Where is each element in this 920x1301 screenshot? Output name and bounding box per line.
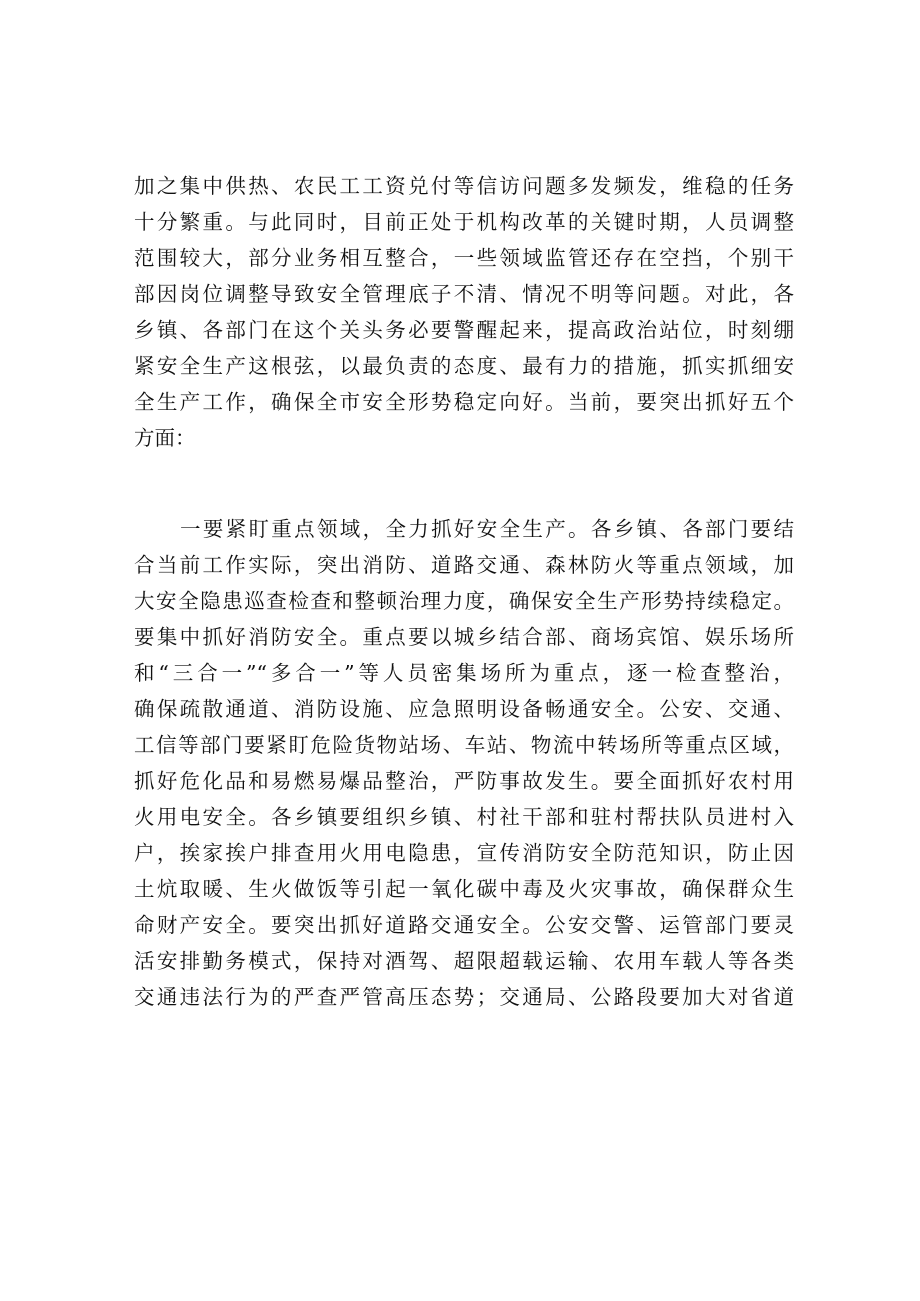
paragraph-2-line-8: 抓好危化品和易燃易爆品整治，严防事故发生。要全面抓好农村用 xyxy=(134,769,794,793)
paragraph-2-line-11: 土炕取暖、生火做饭等引起一氧化碳中毒及火灾事故，确保群众生 xyxy=(134,877,794,901)
paragraph-1-line-3: 范围较大，部分业务相互整合，一些领域监管还存在空挡，个别干 xyxy=(134,246,794,270)
paragraph-1-line-1: 加之集中供热、农民工工资兑付等信访问题多发频发，维稳的任务 xyxy=(134,174,794,198)
paragraph-1-line-6: 紧安全生产这根弦，以最负责的态度、最有力的措施，抓实抓细安 xyxy=(134,354,794,378)
paragraph-2-line-3: 大安全隐患巡查检查和整顿治理力度，确保安全生产形势持续稳定。 xyxy=(134,589,794,613)
paragraph-2-line-7: 工信等部门要紧盯危险货物站场、车站、物流中转场所等重点区域， xyxy=(134,733,794,757)
paragraph-1-line-5: 乡镇、各部门在这个关头务必要警醒起来，提高政治站位，时刻绷 xyxy=(134,318,794,342)
paragraph-2-line-6: 确保疏散通道、消防设施、应急照明设备畅通安全。公安、交通、 xyxy=(134,697,794,721)
paragraph-2-line-5: 和“三合一”“多合一”等人员密集场所为重点，逐一检查整治， xyxy=(134,661,794,685)
paragraph-2-line-13: 活安排勤务模式，保持对酒驾、超限超载运输、农用车载人等各类 xyxy=(134,949,794,973)
paragraph-1-line-8: 方面： xyxy=(134,426,196,450)
paragraph-1-line-7: 全生产工作，确保全市安全形势稳定向好。当前，要突出抓好五个 xyxy=(134,390,794,414)
paragraph-1-line-2: 十分繁重。与此同时，目前正处于机构改革的关键时期，人员调整 xyxy=(134,210,794,234)
paragraph-2-line-1: 一要紧盯重点领域，全力抓好安全生产。各乡镇、各部门要结 xyxy=(180,517,794,541)
paragraph-2-line-10: 户，挨家挨户排查用火用电隐患，宣传消防安全防范知识，防止因 xyxy=(134,841,794,865)
paragraph-1-line-4: 部因岗位调整导致安全管理底子不清、情况不明等问题。对此，各 xyxy=(134,282,794,306)
paragraph-2-line-9: 火用电安全。各乡镇要组织乡镇、村社干部和驻村帮扶队员进村入 xyxy=(134,805,794,829)
paragraph-2-line-14: 交通违法行为的严查严管高压态势；交通局、公路段要加大对省道 xyxy=(134,985,794,1009)
paragraph-2-line-2: 合当前工作实际，突出消防、道路交通、森林防火等重点领域，加 xyxy=(134,553,794,577)
paragraph-2-line-12: 命财产安全。要突出抓好道路交通安全。公安交警、运管部门要灵 xyxy=(134,913,794,937)
paragraph-2-line-4: 要集中抓好消防安全。重点要以城乡结合部、商场宾馆、娱乐场所 xyxy=(134,625,794,649)
